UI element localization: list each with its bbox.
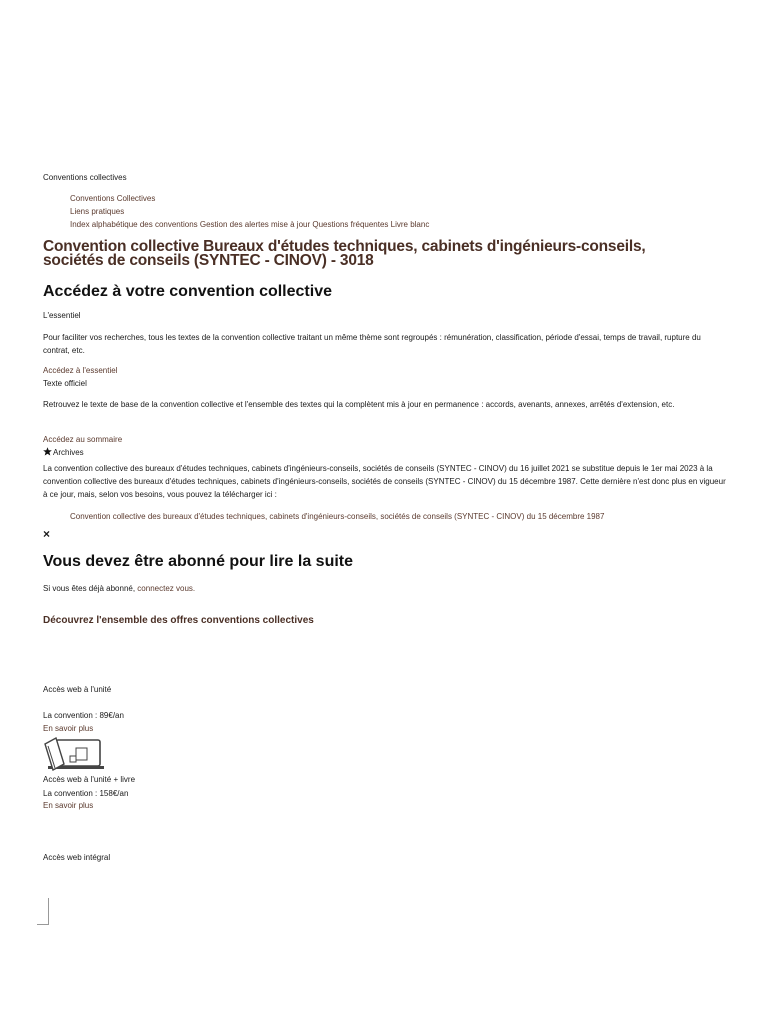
archive-download-link[interactable]: Convention collective des bureaux d'études techniques, cabinets d'ingénieurs-conseils, sociétés de conseils (SYNTEC - CINOV) du 15 décembre 1987 [70, 512, 605, 521]
offers-heading: Découvrez l'ensemble des offres conventions collectives [43, 615, 314, 626]
offer-2-link[interactable]: En savoir plus [43, 801, 94, 810]
essentiel-label: L'essentiel [43, 311, 81, 320]
offer-2-price: La convention : 158€/an [43, 789, 129, 798]
login-prefix: Si vous êtes déjà abonné, [43, 584, 138, 593]
paywall-heading: Vous devez être abonné pour lire la suite [43, 553, 354, 570]
texte-officiel-text: Retrouvez le texte de base de la convention collective et l'ensemble des textes qui la complètent mis à jour en permanence : accords, avenants, annexes, arrêtés d'extension, etc. [43, 400, 675, 409]
essentiel-text: Pour faciliter vos recherches, tous les textes de la convention collective traitant un même thème sont regroupés : rémunération, classification, période d'essai, temps de travail, rupture du contrat, etc. [43, 333, 701, 355]
archives-label-row [43, 446, 84, 459]
subnav-item-conventions[interactable]: Conventions Collectives [70, 194, 156, 203]
login-prompt [43, 582, 195, 595]
essentiel-link[interactable]: Accédez à l'essentiel [43, 366, 118, 375]
sommaire-link[interactable]: Accédez au sommaire [43, 435, 123, 444]
subnav [70, 192, 429, 231]
texte-officiel-label: Texte officiel [43, 379, 87, 388]
breadcrumb: Conventions collectives [43, 173, 127, 182]
corner-divider [37, 898, 49, 925]
archives-text: La convention collective des bureaux d'études techniques, cabinets d'ingénieurs-conseils, sociétés de conseils (SYNTEC - CINOV) du 16 juillet 2021 se substitue depuis le 1er mai 2023 à la convention collective des bureaux d'études techniques, cabinets d'ingénieurs-conseils, sociétés de conseils (SYNTEC - CINOV) du 15 décembre 1987. Cette dernière n'est donc plus en vigueur à ce jour, mais, selon vos besoins, vous pouvez la télécharger ici : [43, 464, 726, 499]
archives-label: Archives [53, 448, 84, 457]
offer-1-price: La convention : 89€/an [43, 711, 124, 720]
close-icon[interactable]: × [43, 527, 51, 541]
laptop-book-icon [43, 735, 105, 771]
offer-2-title: Accès web à l'unité + livre [43, 775, 136, 784]
subnav-item-index[interactable]: Index alphabétique des conventions Gestion des alertes mise à jour Questions fréquentes Livre blanc [70, 220, 430, 229]
page-title: Convention collective Bureaux d'études techniques, cabinets d'ingénieurs-conseils, sociétés de conseils (SYNTEC - CINOV) - 3018 [43, 238, 646, 269]
login-link[interactable]: connectez vous. [137, 584, 196, 593]
access-heading: Accédez à votre convention collective [43, 283, 332, 300]
offer-3-title: Accès web intégral [43, 853, 111, 862]
offer-1-title: Accès web à l'unité [43, 685, 112, 694]
offer-1-link[interactable]: En savoir plus [43, 724, 94, 733]
subnav-item-liens[interactable]: Liens pratiques [70, 207, 125, 216]
star-icon [43, 447, 52, 456]
